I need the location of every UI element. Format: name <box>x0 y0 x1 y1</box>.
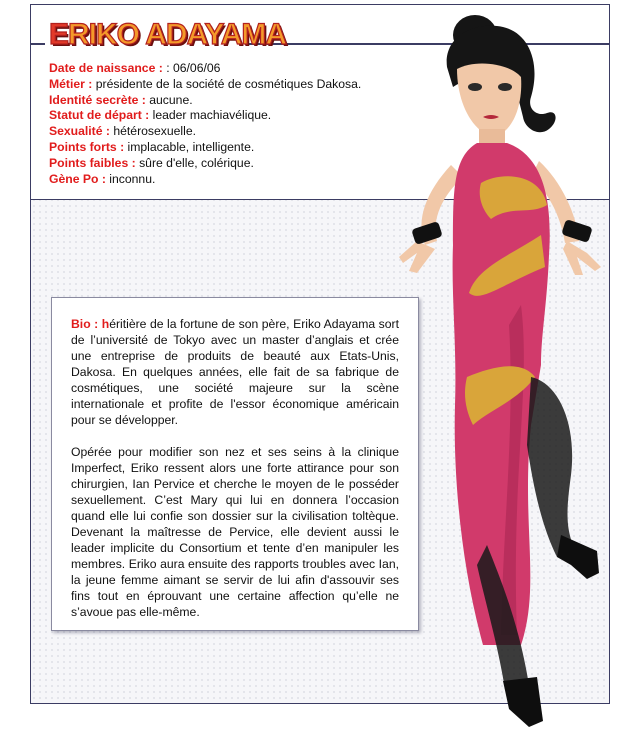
title-rest: RIKO ADAYAMA <box>68 18 287 51</box>
face <box>457 63 521 137</box>
character-name-title <box>49 19 286 51</box>
left-shoe <box>503 677 543 727</box>
info-list <box>49 61 361 187</box>
info-po-gene <box>49 172 361 188</box>
info-job <box>49 77 361 93</box>
info-label: Gène Po : <box>49 171 106 186</box>
right-leg-stocking <box>527 377 573 557</box>
info-value: hétérosexuelle. <box>109 124 197 139</box>
info-weaknesses <box>49 156 361 172</box>
bio-lead-letter: h <box>101 317 110 331</box>
info-strengths <box>49 140 361 156</box>
info-label: Statut de départ : <box>49 108 150 123</box>
bio-label: Bio : <box>71 317 99 331</box>
bio-paragraph-2: Opérée pour modifier son nez et ses seins à la clinique Imperfect, Eriko ressent alors une forte attirance pour son chirurgien, Ian Pervice et cherche le moyen de le posséder sexuellement. C’est Mary qui lui en donnera l’occasion quand elle lui confie son dossier sur la civilisation toltèque. Devenant la maîtresse de Pervice, elle devient aussi le leader implicite du Consortium et tente d’en manipuler les membres. Eriko aura ensuite des rapports troubles avec Ian, la jeune femme aimant se servir de lui afin d'assouvir ses fins tout en éprouvant une certaine affection qu’elle ne s’avoue pas elle-même. <box>71 445 399 619</box>
bio-panel <box>51 297 419 631</box>
info-label: Points forts : <box>49 139 125 154</box>
bio-paragraph-1 <box>71 316 399 428</box>
right-shoe <box>557 535 599 579</box>
character-illustration <box>391 5 627 729</box>
title-first-letter: E <box>49 18 69 51</box>
info-value: : 06/06/06 <box>162 61 221 75</box>
title-rule-left <box>31 43 45 45</box>
info-starting-status <box>49 108 361 124</box>
info-label: Sexualité : <box>49 124 110 139</box>
info-value: présidente de la société de cosmétiques Dakosa. <box>92 76 362 91</box>
info-birthdate <box>49 61 361 77</box>
left-hand <box>399 241 435 273</box>
left-wrist-cuff <box>411 221 443 245</box>
info-sexuality <box>49 124 361 140</box>
info-value: leader machiavélique. <box>149 108 272 123</box>
info-label: Date de naissance : <box>49 61 163 75</box>
info-value: inconnu. <box>105 171 156 186</box>
profile-card <box>30 4 610 704</box>
left-eye <box>468 83 482 91</box>
info-label: Métier : <box>49 76 93 91</box>
info-secret-identity <box>49 93 361 109</box>
right-hand <box>563 241 601 275</box>
right-eye <box>498 83 512 91</box>
info-label: Points faibles : <box>49 155 136 170</box>
bio-paragraph-1-text: éritière de la fortune de son père, Eriko Adayama sort de l’université de Tokyo avec un master d’anglais et crée une entreprise de produits de beauté aux Etats-Unis, Dakosa. En quelques années, elle fait de sa fabrique de cosmétiques, une société majeure sur la scène internationale et profite de l'essor économique américain pour se développer. <box>71 317 400 427</box>
info-value: implacable, intelligente. <box>124 139 255 154</box>
info-value: aucune. <box>145 92 193 107</box>
info-value: sûre d'elle, colérique. <box>135 155 254 170</box>
info-label: Identité secrète : <box>49 92 146 107</box>
